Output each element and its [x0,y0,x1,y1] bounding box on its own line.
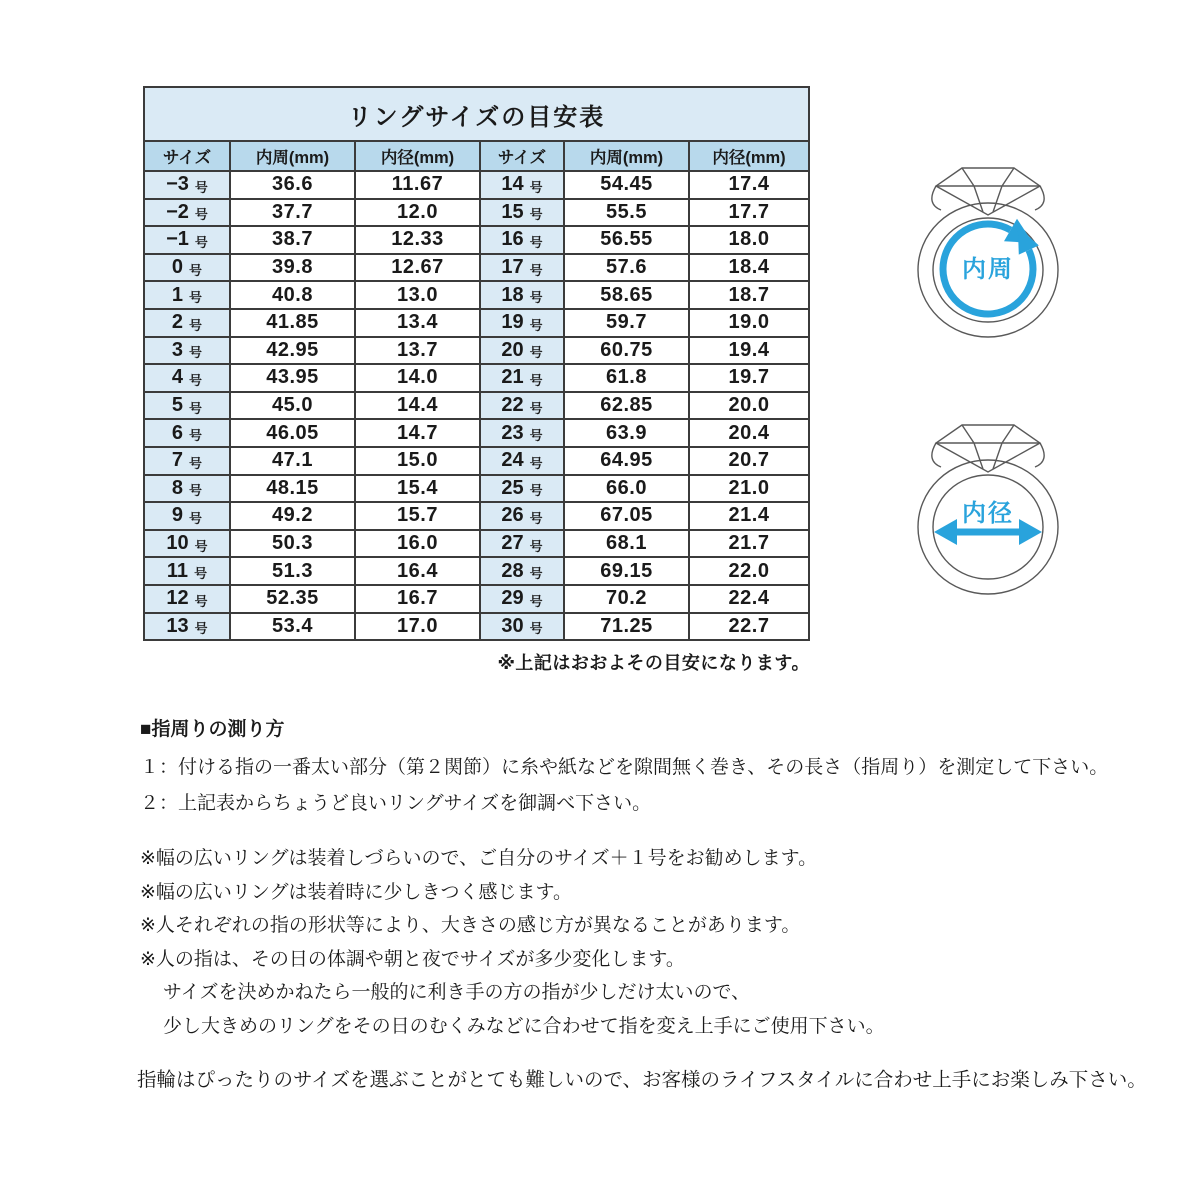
size-number: 29 [501,587,524,610]
diameter-cell: 12.33 [354,225,479,253]
size-number: −2 [166,200,189,223]
circumference-label: 内周 [962,256,1014,283]
size-number: 10 [166,532,189,555]
size-cell [479,253,563,281]
diameter-cell: 17.0 [354,612,479,640]
circumference-cell: 61.8 [563,363,688,391]
size-cell [145,474,229,502]
size-suffix: 号 [189,372,203,388]
size-number: 2 [171,311,184,334]
size-suffix: 号 [194,621,208,637]
ring-size-table [143,86,810,641]
table-row [145,474,808,502]
table-title: リングサイズの目安表 [145,88,808,142]
size-cell [145,225,229,253]
size-cell [145,584,229,612]
size-cell [479,198,563,226]
size-suffix: 号 [529,179,543,195]
caution-note-line: ※人それぞれの指の形状等により、大きさの感じ方が異なることがあります。 [140,915,801,936]
diameter-cell: 22.0 [688,556,808,584]
size-cell [145,446,229,474]
circumference-cell: 60.75 [563,336,688,364]
circumference-cell: 37.7 [229,198,354,226]
size-suffix: 号 [189,428,203,444]
circumference-cell: 50.3 [229,529,354,557]
ring-diameter-diagram [905,417,1065,632]
size-cell [479,584,563,612]
size-number: 30 [501,614,524,637]
size-suffix: 号 [189,483,203,499]
column-header-size: サイズ [145,142,229,170]
size-suffix: 号 [529,428,543,444]
size-number: 13 [166,614,189,637]
diameter-cell: 16.0 [354,529,479,557]
size-number: 8 [171,476,184,499]
circumference-cell: 48.15 [229,474,354,502]
size-cell [479,363,563,391]
diameter-cell: 20.0 [688,391,808,419]
table-row [145,198,808,226]
size-suffix: 号 [529,372,543,388]
diameter-cell: 20.4 [688,418,808,446]
column-header-size: サイズ [479,142,563,170]
diameter-cell: 15.0 [354,446,479,474]
size-suffix: 号 [194,234,208,250]
circumference-cell: 68.1 [563,529,688,557]
size-number: 16 [501,228,524,251]
circumference-cell: 38.7 [229,225,354,253]
size-cell [145,170,229,198]
table-row [145,336,808,364]
size-cell [145,529,229,557]
size-number: 19 [501,311,524,334]
diameter-cell: 17.7 [688,198,808,226]
caution-note-line: サイズを決めかねたら一般的に利き手の方の指が少しだけ太いので、 [163,982,751,1003]
column-header-circumference: 内周(mm) [229,142,354,170]
diameter-cell: 14.0 [354,363,479,391]
circumference-cell: 43.95 [229,363,354,391]
size-number: 17 [501,256,524,279]
table-row [145,556,808,584]
size-cell [479,474,563,502]
diameter-cell: 12.67 [354,253,479,281]
diameter-cell: 19.7 [688,363,808,391]
size-cell [145,198,229,226]
diameter-cell: 18.7 [688,280,808,308]
size-suffix: 号 [529,566,543,582]
size-suffix: 号 [529,510,543,526]
size-number: 3 [171,338,184,361]
circumference-cell: 69.15 [563,556,688,584]
size-number: 20 [501,338,524,361]
size-suffix: 号 [194,566,208,582]
circumference-cell: 53.4 [229,612,354,640]
diameter-label: 内径 [962,500,1014,527]
diameter-cell: 11.67 [354,170,479,198]
size-number: 12 [166,587,189,610]
size-suffix: 号 [194,538,208,554]
measuring-heading: ■指周りの測り方 [140,719,285,740]
circumference-cell: 57.6 [563,253,688,281]
diameter-cell: 15.4 [354,474,479,502]
size-number: 9 [171,504,184,527]
size-suffix: 号 [529,317,543,333]
diameter-cell: 13.7 [354,336,479,364]
size-cell [479,556,563,584]
size-suffix: 号 [529,538,543,554]
size-number: 0 [171,256,184,279]
size-number: 5 [171,394,184,417]
size-suffix: 号 [189,510,203,526]
table-row [145,280,808,308]
circumference-cell: 46.05 [229,418,354,446]
column-header-diameter: 内径(mm) [688,142,808,170]
circumference-cell: 45.0 [229,391,354,419]
size-number: 4 [171,366,184,389]
size-cell [145,336,229,364]
size-number: 24 [501,449,524,472]
size-suffix: 号 [529,262,543,278]
circumference-cell: 58.65 [563,280,688,308]
diameter-cell: 21.4 [688,501,808,529]
table-row [145,225,808,253]
caution-note-line: 少し大きめのリングをその日のむくみなどに合わせて指を変え上手にご使用下さい。 [163,1015,885,1037]
circumference-cell: 39.8 [229,253,354,281]
circumference-cell: 59.7 [563,308,688,336]
size-suffix: 号 [189,290,203,306]
size-cell [145,253,229,281]
size-number: 26 [501,504,524,527]
size-number: −1 [166,228,189,251]
size-suffix: 号 [189,317,203,333]
diameter-cell: 19.4 [688,336,808,364]
circumference-cell: 62.85 [563,391,688,419]
circumference-cell: 64.95 [563,446,688,474]
size-number: 25 [501,476,524,499]
size-cell [145,556,229,584]
caution-note-line: ※人の指は、その日の体調や朝と夜でサイズが多少変化します。 [140,948,685,970]
size-number: 6 [171,421,184,444]
circumference-cell: 51.3 [229,556,354,584]
circumference-cell: 49.2 [229,501,354,529]
size-suffix: 号 [529,455,543,471]
size-suffix: 号 [529,400,543,416]
table-row [145,363,808,391]
table-row [145,501,808,529]
size-suffix: 号 [189,455,203,471]
ring-circumference-diagram [905,160,1065,375]
size-cell [479,280,563,308]
footer-advice: 指輪はぴったりのサイズを選ぶことがとても難しいので、お客様のライフスタイルに合わせ上手にお楽しみ下さい。 [137,1069,1147,1091]
circumference-cell: 56.55 [563,225,688,253]
size-number: 18 [501,283,524,306]
size-number: 21 [501,366,524,389]
table-header-row [145,142,808,170]
circumference-cell: 71.25 [563,612,688,640]
circumference-cell: 47.1 [229,446,354,474]
diameter-cell: 22.7 [688,612,808,640]
circumference-cell: 36.6 [229,170,354,198]
caution-notes [140,842,885,1043]
size-cell [479,529,563,557]
diameter-cell: 21.0 [688,474,808,502]
size-cell [479,501,563,529]
size-cell [479,446,563,474]
size-number: 23 [501,421,524,444]
diameter-cell: 19.0 [688,308,808,336]
diameter-cell: 18.4 [688,253,808,281]
size-cell [479,391,563,419]
size-suffix: 号 [529,621,543,637]
diameter-cell: 13.4 [354,308,479,336]
size-number: −3 [166,173,189,196]
circumference-cell: 40.8 [229,280,354,308]
diameter-cell: 16.7 [354,584,479,612]
table-row [145,170,808,198]
table-row [145,584,808,612]
diameter-cell: 17.4 [688,170,808,198]
diameter-cell: 20.7 [688,446,808,474]
diameter-cell: 13.0 [354,280,479,308]
size-number: 28 [501,559,524,582]
caution-note-line: ※幅の広いリングは装着時に少しきつく感じます。 [140,881,573,903]
measuring-steps [140,750,1108,822]
size-suffix: 号 [194,593,208,609]
diameter-cell: 14.4 [354,391,479,419]
circumference-cell: 41.85 [229,308,354,336]
diameter-cell: 21.7 [688,529,808,557]
size-number: 11 [166,559,189,582]
size-cell [145,418,229,446]
size-cell [479,225,563,253]
circumference-cell: 67.05 [563,501,688,529]
measuring-step-1: １：付ける指の一番太い部分（第２関節）に糸や紙などを隙間無く巻き、その長さ（指周り）を測定して下さい。 [140,757,1109,778]
size-cell [145,363,229,391]
table-row [145,529,808,557]
size-cell [145,501,229,529]
size-cell [145,391,229,419]
circumference-cell: 52.35 [229,584,354,612]
size-number: 22 [501,394,524,417]
circumference-cell: 63.9 [563,418,688,446]
size-suffix: 号 [189,345,203,361]
diameter-cell: 22.4 [688,584,808,612]
table-row [145,308,808,336]
size-cell [479,418,563,446]
size-cell [145,280,229,308]
circumference-cell: 55.5 [563,198,688,226]
diameter-cell: 15.7 [354,501,479,529]
diameter-cell: 18.0 [688,225,808,253]
size-number: 27 [501,532,524,555]
size-cell [479,612,563,640]
circumference-cell: 66.0 [563,474,688,502]
size-suffix: 号 [529,290,543,306]
table-row [145,253,808,281]
size-suffix: 号 [529,345,543,361]
diameter-cell: 14.7 [354,418,479,446]
size-suffix: 号 [194,207,208,223]
circumference-cell: 42.95 [229,336,354,364]
size-cell [479,170,563,198]
table-row [145,446,808,474]
size-number: 1 [171,283,184,306]
table-row [145,418,808,446]
size-cell [479,308,563,336]
measuring-step-2: ２：上記表からちょうど良いリングサイズを御調べ下さい。 [140,793,652,814]
size-suffix: 号 [529,234,543,250]
table-row [145,391,808,419]
size-cell [479,336,563,364]
column-header-circumference: 内周(mm) [563,142,688,170]
table-row [145,612,808,640]
size-suffix: 号 [529,207,543,223]
size-suffix: 号 [529,483,543,499]
size-cell [145,612,229,640]
diameter-cell: 16.4 [354,556,479,584]
diameter-cell: 12.0 [354,198,479,226]
size-suffix: 号 [194,179,208,195]
size-suffix: 号 [189,262,203,278]
circumference-cell: 70.2 [563,584,688,612]
table-body [145,170,808,639]
table-approx-note: ※上記はおおよその目安になります。 [497,653,810,673]
column-header-diameter: 内径(mm) [354,142,479,170]
circumference-cell: 54.45 [563,170,688,198]
size-number: 14 [501,173,524,196]
size-cell [145,308,229,336]
size-suffix: 号 [529,593,543,609]
size-suffix: 号 [189,400,203,416]
size-number: 15 [501,200,524,223]
size-number: 7 [171,449,184,472]
caution-note-line: ※幅の広いリングは装着しづらいので、ご自分のサイズ＋１号をお勧めします。 [140,848,818,869]
